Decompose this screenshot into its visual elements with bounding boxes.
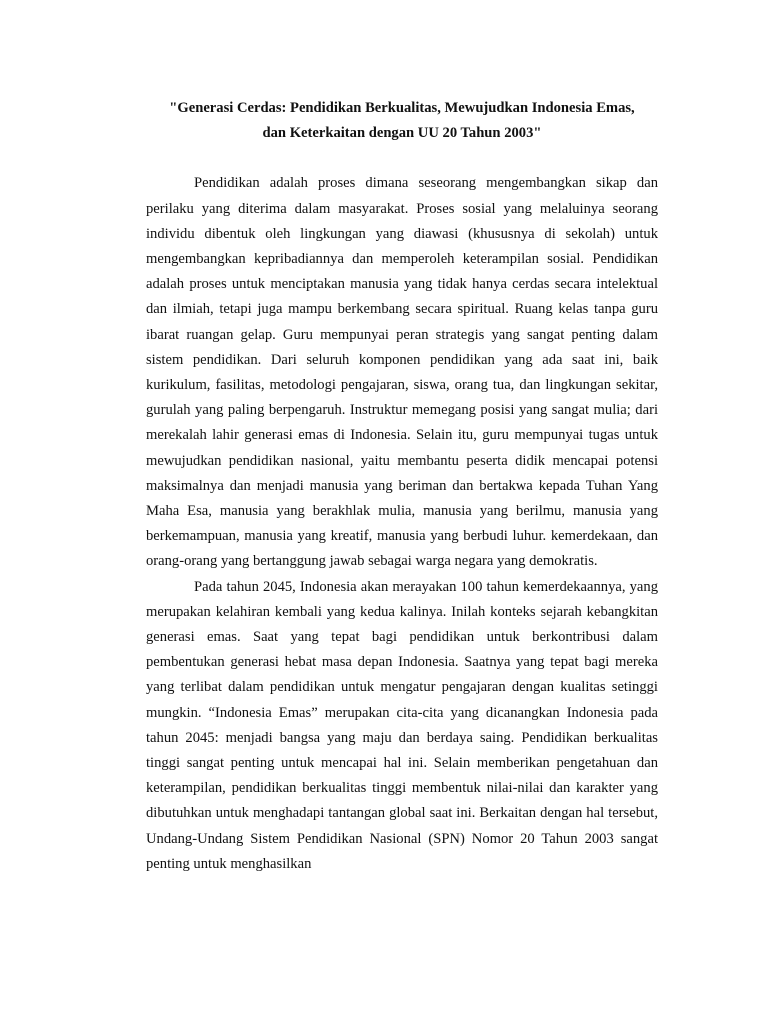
document-page (146, 96, 658, 877)
title-line-2: dan Keterkaitan dengan UU 20 Tahun 2003" (262, 125, 542, 142)
document-body (146, 171, 658, 877)
paragraph-1: Pendidikan adalah proses dimana seseorang mengembangkan sikap dan perilaku yang diterima dalam masyarakat. Proses sosial yang melaluinya seorang individu dibentuk oleh lingkungan yang diawasi (khususnya di sekolah) untuk mengembangkan kepribadiannya dan memperoleh keterampilan sosial. Pendidikan adalah proses untuk menciptakan manusia yang tidak hanya cerdas secara intelektual dan ilmiah, tetapi juga mampu berkembang secara spiritual. Ruang kelas tanpa guru ibarat ruangan gelap. Guru mempunyai peran strategis yang sangat penting dalam sistem pendidikan. Dari seluruh komponen pendidikan yang ada saat ini, baik kurikulum, fasilitas, metodologi pengajaran, siswa, orang tua, dan lingkungan sekitar, gurulah yang paling berpengaruh. Instruktur memegang posisi yang sangat mulia; dari merekalah lahir generasi emas di Indonesia. Selain itu, guru mempunyai tugas untuk mewujudkan pendidikan nasional, yaitu membantu peserta didik mencapai potensi maksimalnya dan menjadi manusia yang beriman dan bertakwa kepada Tuhan Yang Maha Esa, manusia yang berakhlak mulia, manusia yang berilmu, manusia yang berkemampuan, manusia yang kreatif, manusia yang berbudi luhur. kemerdekaan, dan orang-orang yang bertanggung jawab sebagai warga negara yang demokratis. (146, 175, 658, 570)
document-title (146, 96, 658, 146)
paragraph-2: Pada tahun 2045, Indonesia akan merayakan 100 tahun kemerdekaannya, yang merupakan kelahiran kembali yang kedua kalinya. Inilah konteks sejarah kebangkitan generasi emas. Saat yang tepat bagi pendidikan untuk berkontribusi dalam pembentukan generasi hebat masa depan Indonesia. Saatnya yang tepat bagi mereka yang terlibat dalam pendidikan untuk mengatur pengajaran dengan kualitas setinggi mungkin. “Indonesia Emas” merupakan cita-cita yang dicanangkan Indonesia pada tahun 2045: menjadi bangsa yang maju dan berdaya saing. Pendidikan berkualitas tinggi sangat penting untuk mencapai hal ini. Selain memberikan pengetahuan dan keterampilan, pendidikan berkualitas tinggi membentuk nilai-nilai dan karakter yang dibutuhkan untuk menghadapi tantangan global saat ini. Berkaitan dengan hal tersebut, Undang-Undang Sistem Pendidikan Nasional (SPN) Nomor 20 Tahun 2003 sangat penting untuk menghasilkan (146, 578, 658, 872)
title-line-1: "Generasi Cerdas: Pendidikan Berkualitas, Mewujudkan Indonesia Emas, (169, 100, 635, 116)
